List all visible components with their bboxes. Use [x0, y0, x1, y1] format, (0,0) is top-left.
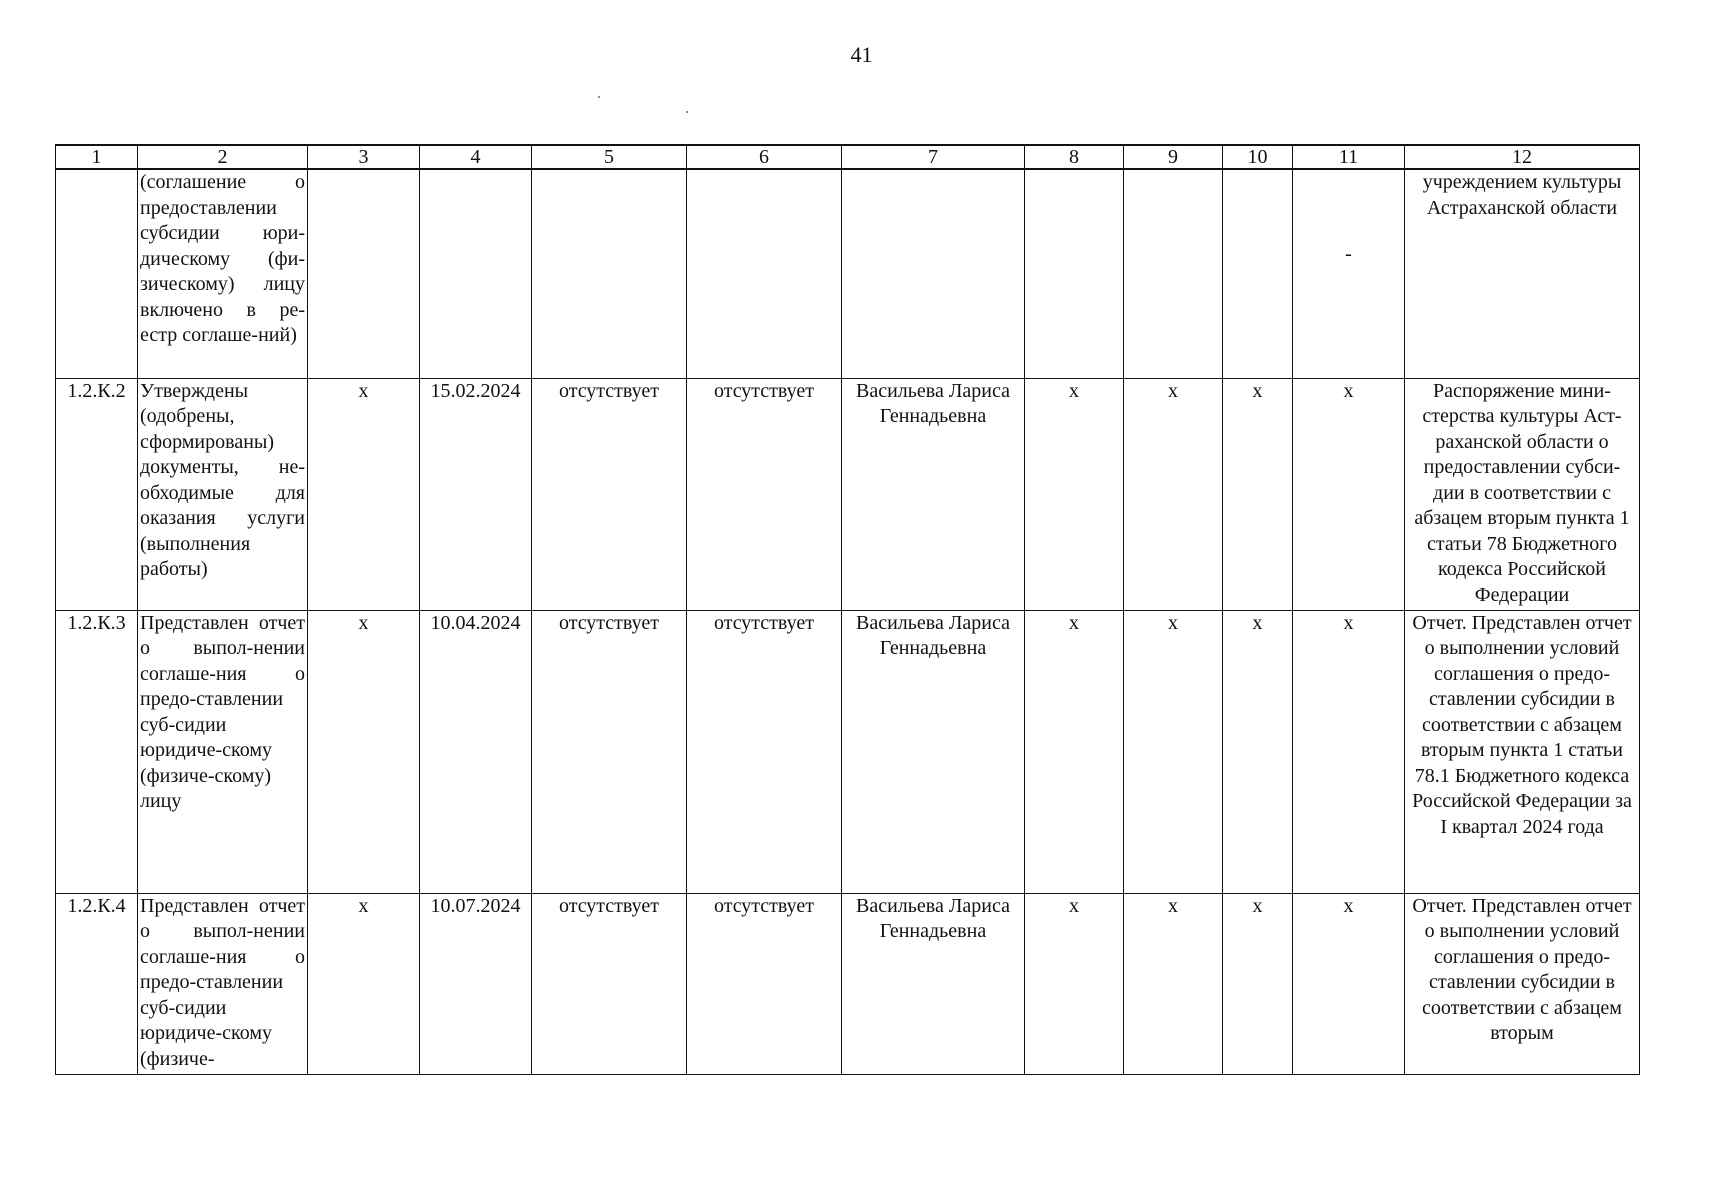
event-description: Представлен отчет о выпол-нении соглаше-ния о предо-ставлении суб-сидии юридиче-скому (физиче-скому) лицу — [138, 610, 308, 893]
cell-col8: x — [1025, 610, 1124, 893]
cell-col3 — [308, 169, 420, 378]
column-number: 9 — [1124, 145, 1223, 169]
responsible-person — [842, 169, 1025, 378]
cell-col9: x — [1124, 893, 1223, 1074]
cell-col9: x — [1124, 378, 1223, 610]
row-code: 1.2.К.2 — [56, 378, 138, 610]
table-row — [56, 893, 1640, 1074]
cell-col5: отсутствует — [532, 893, 687, 1074]
cell-date: 15.02.2024 — [420, 378, 532, 610]
column-number-row — [56, 145, 1640, 169]
row-code: 1.2.К.3 — [56, 610, 138, 893]
responsible-person: Васильева Лариса Геннадьевна — [842, 378, 1025, 610]
table-row — [56, 378, 1640, 610]
column-number: 5 — [532, 145, 687, 169]
result-document: Отчет. Представлен отчет о выполнении условий соглашения о предо-ставлении субсидии в соответствии с абзацем вторым пункта 1 статьи 78.1 Бюджетного кодекса Российской Федерации за I квартал 2024 года — [1405, 610, 1640, 893]
cell-col5 — [532, 169, 687, 378]
cell-col11: x — [1293, 893, 1405, 1074]
cell-col10 — [1223, 169, 1293, 378]
result-document: Распоряжение мини-стерства культуры Аст-раханской области о предоставлении субси-дии в соответствии с абзацем вторым пункта 1 статьи 78 Бюджетного кодекса Российской Федерации — [1405, 378, 1640, 610]
column-number: 8 — [1025, 145, 1124, 169]
cell-col11: x — [1293, 610, 1405, 893]
column-number: 11 — [1293, 145, 1405, 169]
result-document: Отчет. Представлен отчет о выполнении условий соглашения о предо-ставлении субсидии в соответствии с абзацем вторым — [1405, 893, 1640, 1074]
cell-col3: x — [308, 610, 420, 893]
responsible-person: Васильева Лариса Геннадьевна — [842, 893, 1025, 1074]
cell-col11: x — [1293, 378, 1405, 610]
scan-speck — [686, 111, 688, 113]
column-number: 3 — [308, 145, 420, 169]
table-row — [56, 169, 1640, 378]
dash-mark: - — [1345, 243, 1352, 265]
cell-col9: x — [1124, 610, 1223, 893]
cell-col11 — [1293, 169, 1405, 378]
scan-speck — [598, 96, 600, 98]
column-number: 4 — [420, 145, 532, 169]
row-code: 1.2.К.4 — [56, 893, 138, 1074]
page-number: 41 — [850, 42, 873, 67]
cell-col3: x — [308, 378, 420, 610]
cell-col9 — [1124, 169, 1223, 378]
column-number: 10 — [1223, 145, 1293, 169]
column-number: 12 — [1405, 145, 1640, 169]
responsible-person: Васильева Лариса Геннадьевна — [842, 610, 1025, 893]
cell-col6 — [687, 169, 842, 378]
column-number: 6 — [687, 145, 842, 169]
column-number: 2 — [138, 145, 308, 169]
plan-table — [55, 144, 1640, 1075]
cell-date: 10.04.2024 — [420, 610, 532, 893]
cell-col8: x — [1025, 378, 1124, 610]
result-document: учреждением культуры Астраханской области — [1405, 169, 1640, 378]
event-description: Представлен отчет о выпол-нении соглаше-ния о предо-ставлении суб-сидии юридиче-скому (физиче- — [138, 893, 308, 1074]
cell-col6: отсутствует — [687, 610, 842, 893]
cell-col6: отсутствует — [687, 893, 842, 1074]
cell-col6: отсутствует — [687, 378, 842, 610]
cell-date: 10.07.2024 — [420, 893, 532, 1074]
event-description: (соглашение о предоставлении субсидии юри-дическому (фи-зическому) лицу включено в ре-естр соглаше-ний) — [138, 169, 308, 378]
cell-col8 — [1025, 169, 1124, 378]
cell-date — [420, 169, 532, 378]
cell-col10: x — [1223, 610, 1293, 893]
event-description: Утверждены (одобрены, сформированы) документы, не-обходимые для оказания услуги (выполнения работы) — [138, 378, 308, 610]
cell-col5: отсутствует — [532, 378, 687, 610]
cell-col10: x — [1223, 378, 1293, 610]
cell-col3: x — [308, 893, 420, 1074]
cell-col8: x — [1025, 893, 1124, 1074]
cell-col10: x — [1223, 893, 1293, 1074]
column-number: 1 — [56, 145, 138, 169]
column-number: 7 — [842, 145, 1025, 169]
table-row — [56, 610, 1640, 893]
row-code — [56, 169, 138, 378]
cell-col5: отсутствует — [532, 610, 687, 893]
